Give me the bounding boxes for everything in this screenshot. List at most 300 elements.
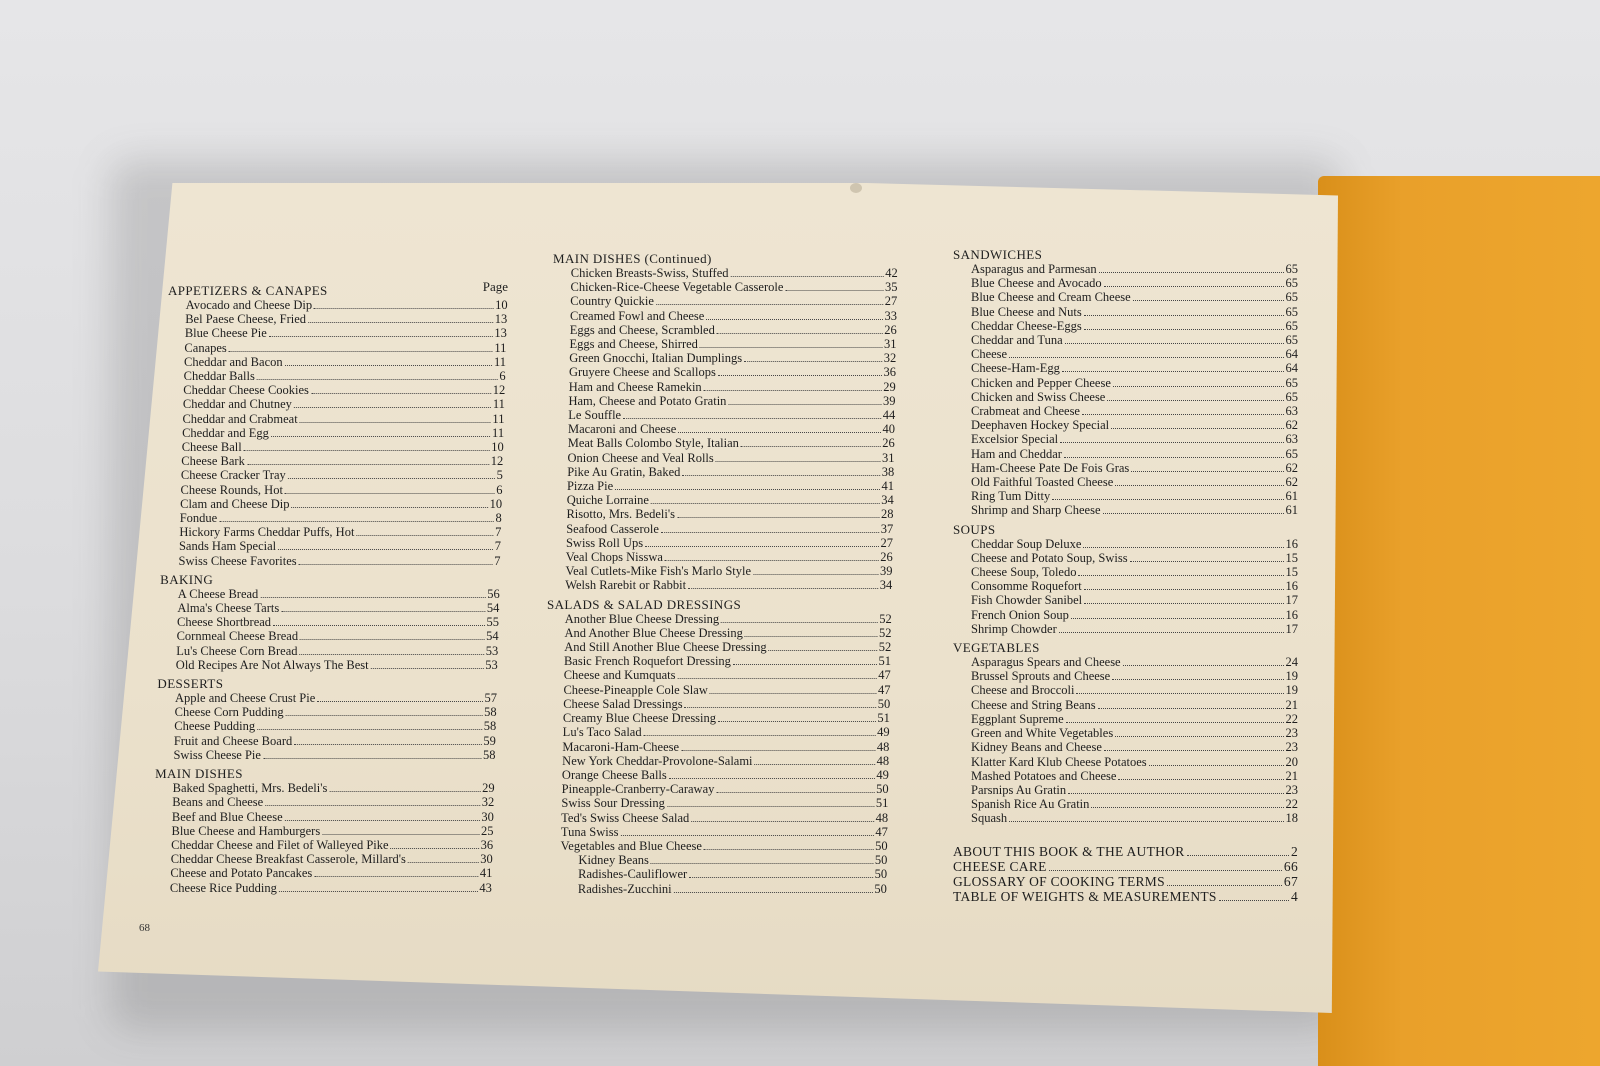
index-entry [544,754,889,768]
dot-leader [669,769,875,779]
entry-title: Cheddar Cheese and Filet of Walleyed Pike [171,837,389,852]
dot-leader [288,469,495,479]
entry-title: Creamy Blue Cheese Dressing [562,711,717,726]
dot-leader [1076,684,1283,694]
entry-title: Cheese Shortbread [176,615,272,630]
dot-leader [1065,334,1284,344]
entry-page: 34 [881,493,894,508]
entry-title: Eggs and Cheese, Shirred [569,337,698,352]
entry-title: Cheese Rice Pudding [169,880,277,895]
entry-page: 50 [874,867,888,882]
entry-page: 30 [480,852,493,867]
dot-leader [285,356,492,366]
index-entry [953,489,1298,503]
index-entry [164,440,504,454]
dot-leader [728,395,881,405]
entry-title: Spanish Rice Au Gratin [971,797,1090,812]
index-entry [163,468,503,482]
entry-page: 65 [1285,262,1298,276]
index-entry [164,412,504,426]
index-entry [953,361,1298,375]
index-entry [551,351,896,365]
entry-page: 21 [1285,697,1298,712]
entry-title: Cheese-Pineapple Cole Slaw [563,682,708,697]
entry-page: 39 [879,564,893,579]
entry-title: Cheddar and Tuna [971,333,1063,348]
index-entry [953,319,1298,333]
index-entry [546,640,891,654]
dot-leader [263,749,481,759]
dot-leader [1066,713,1284,723]
index-entry [542,867,887,881]
entry-title: Cheddar and Bacon [184,354,283,369]
dot-leader [620,826,873,836]
entry-title: Beans and Cheese [172,795,264,810]
index-entry [552,323,897,337]
dot-leader [260,588,485,598]
dot-leader [1084,580,1284,590]
section-title: DESSERTS [157,676,224,692]
dot-leader [279,882,478,892]
dot-leader [257,370,498,380]
entry-title: Swiss Sour Dressing [561,796,665,811]
dot-leader [391,839,479,849]
entry-page: 11 [493,354,507,369]
entry-page: 61 [1285,489,1298,504]
entry-title: Eggs and Cheese, Scrambled [569,322,715,337]
dot-leader [645,537,878,547]
entry-title: Chicken Breasts-Swiss, Stuffed [570,266,729,280]
dot-leader [278,540,493,550]
entry-title: Excelsior Special [971,432,1059,447]
dot-leader [1167,876,1282,886]
index-entry [549,493,894,507]
index-entry [551,365,896,379]
dot-leader [219,512,493,522]
dot-leader [745,627,877,637]
dot-leader [1098,699,1284,709]
entry-page: 17 [1285,593,1298,608]
entry-page: 5 [496,468,503,483]
entry-page: 61 [1285,503,1298,518]
dot-leader [733,655,877,665]
index-entry [153,852,493,866]
entry-page: 65 [1285,375,1298,390]
entry-page: 40 [882,422,895,437]
entry-title: Asparagus Spears and Cheese [971,655,1121,670]
dot-leader [257,720,482,730]
index-entry [953,376,1298,390]
entry-title: Ted's Swiss Cheese Salad [561,810,690,825]
entry-page: 50 [874,853,888,868]
entry-title: Shrimp Chowder [971,621,1057,636]
entry-title: Macaroni-Ham-Cheese [562,739,680,754]
entry-page: 17 [1285,621,1298,636]
dot-leader [785,281,883,291]
dot-leader [661,523,879,533]
index-entry [953,565,1298,579]
index-entry [545,725,890,739]
entry-title: Cheddar and Crabmeat [182,411,298,426]
dot-leader [1107,391,1283,401]
entry-page: 43 [479,880,492,895]
dot-leader [1219,891,1289,901]
entry-page: 65 [1285,446,1298,461]
entry-page: 65 [1285,333,1298,348]
dot-leader [329,782,480,792]
entry-page: 7 [495,525,502,540]
entry-title: Swiss Cheese Pie [173,747,261,762]
entry-page: 10 [491,440,504,455]
dot-leader [1083,538,1283,548]
entry-title: Ham and Cheese Ramekin [568,379,702,394]
entry-title: Swiss Cheese Favorites [178,553,297,568]
entry-title: Risotto, Mrs. Bedeli's [566,507,675,522]
index-entry [953,712,1298,726]
entry-title: Cheese-Ham-Egg [971,361,1060,376]
index-entry [953,755,1298,769]
entry-title: Veal Cutlets-Mike Fish's Marlo Style [565,564,752,579]
dot-leader [1104,741,1284,751]
section-title: VEGETABLES [953,640,1040,656]
index-entry [953,844,1298,859]
entry-title: Parsnips Au Gratin [971,782,1067,797]
index-entry [153,824,493,838]
dot-leader [755,755,875,765]
entry-title: Pike Au Gratin, Baked [567,464,681,479]
dot-leader [1115,476,1283,486]
entry-page: 62 [1285,475,1298,490]
entry-page: 64 [1285,347,1298,362]
dot-leader [1052,490,1283,500]
entry-page: 20 [1285,754,1298,769]
index-entry [953,608,1298,622]
dot-leader [1068,784,1283,794]
dot-leader [741,437,880,447]
index-entry [159,629,499,643]
dot-leader [1104,277,1284,287]
dot-leader [730,267,883,277]
index-entry [548,522,893,536]
dot-leader [1113,377,1284,387]
entry-page: 36 [883,365,896,380]
entry-page: 58 [483,719,497,734]
entry-title: Radishes-Cauliflower [578,867,688,882]
dot-leader [1187,846,1289,856]
entry-title: Clam and Cheese Dip [180,496,290,511]
index-entry [156,719,496,733]
entry-title: Eggplant Supreme [971,711,1064,726]
dot-leader [677,669,876,679]
entry-page: 62 [1285,460,1298,475]
entry-title: Veal Chops Nisswa [565,550,663,565]
index-column-3 [953,243,1298,904]
dot-leader [689,868,872,878]
entry-title: Seafood Casserole [566,521,659,536]
index-entry [549,465,894,479]
entry-title: Basic French Roquefort Dressing [563,654,731,669]
index-entry [158,658,498,672]
index-entry [162,497,502,511]
index-entry [953,551,1298,565]
index-entry [953,859,1298,874]
entry-title: Sands Ham Special [178,539,277,554]
entry-page: 48 [876,753,890,768]
index-entry [546,654,891,668]
dot-leader [1123,656,1284,666]
index-entry [546,668,891,682]
entry-title: Avocado and Cheese Dip [185,298,313,312]
entry-page: 23 [1285,782,1298,797]
entry-page: 7 [494,539,501,554]
entry-title: Chicken and Pepper Cheese [971,375,1111,390]
entry-page: 66 [1283,858,1298,874]
dot-leader [665,551,878,561]
entry-page: 15 [1285,565,1298,580]
entry-title: Blue Cheese and Avocado [971,276,1102,291]
index-entry [159,601,499,615]
index-entry [550,394,895,408]
entry-title: Cheese Bark [181,454,245,469]
index-entry [552,294,897,308]
entry-title: GLOSSARY OF COOKING TERMS [953,873,1165,889]
entry-title: New York Cheddar-Provolone-Salami [562,753,753,768]
entry-title: Cheese Cracker Tray [180,468,286,483]
dot-leader [271,427,490,437]
dot-leader [1059,623,1284,633]
index-entry [547,612,892,626]
entry-page: 27 [880,535,893,550]
dot-leader [371,659,484,669]
entry-page: 15 [1285,550,1298,565]
dot-leader [269,327,493,337]
entry-title: ABOUT THIS BOOK & THE AUTHOR [953,843,1185,859]
index-entry [547,578,892,592]
entry-title: Old Faithful Toasted Cheese [971,475,1114,490]
index-entry [155,781,495,795]
index-entry [953,305,1298,319]
index-entry [551,380,896,394]
entry-title: Consomme Roquefort [971,579,1082,594]
index-entry [953,874,1298,889]
entry-title: Old Recipes Are Not Always The Best [175,657,369,672]
index-entry [544,782,889,796]
dot-leader [717,324,882,334]
entry-title: Blue Cheese and Hamburgers [171,823,321,838]
entry-page: 55 [486,615,499,630]
entry-title: Beef and Blue Cheese [171,809,283,824]
index-entry [165,383,505,397]
entry-title: Cheese Soup, Toledo [971,565,1077,580]
index-entry [161,554,501,568]
entry-title: Pizza Pie [566,479,614,494]
dot-leader [753,565,878,575]
entry-page: 58 [484,705,497,720]
index-entry [543,811,888,825]
entry-title: Squash [971,811,1008,826]
entry-page: 51 [875,796,889,811]
index-entry [545,711,890,725]
entry-title: Cheddar Balls [183,369,255,384]
index-entry [543,839,888,853]
entry-title: Cheese Salad Dressings [563,696,683,711]
entry-page: 50 [876,782,889,797]
entry-title: Ham and Cheddar [971,446,1062,461]
entry-title: Canapes [184,340,227,355]
entry-page: 62 [1285,418,1298,433]
index-entry [953,537,1298,551]
section-title: SALADS & SALAD DRESSINGS [546,596,742,612]
dot-leader [300,630,484,640]
page-column-label: Page [482,279,508,294]
index-entry [544,768,889,782]
entry-page: 59 [483,733,496,748]
dot-leader [769,641,877,651]
index-entry [548,507,893,521]
entry-page: 26 [880,550,893,565]
index-entry [953,683,1298,697]
dot-leader [244,441,489,451]
index-entry [953,579,1298,593]
entry-page: 42 [885,266,898,280]
dot-leader [294,735,481,745]
dot-leader [300,645,484,655]
entry-page: 30 [481,809,494,824]
dot-leader [299,555,493,565]
entry-page: 65 [1285,318,1298,333]
index-entry [953,593,1298,607]
dot-leader [1091,798,1283,808]
dot-leader [691,812,873,822]
entry-title: And Another Blue Cheese Dressing [564,625,743,640]
entry-page: 13 [494,326,507,341]
entry-page: 49 [876,767,889,782]
entry-title: Cheddar Cheese-Eggs [971,318,1082,333]
entry-title: Fish Chowder Sanibel [971,593,1083,608]
index-entry [953,503,1298,517]
entry-page: 37 [880,521,894,536]
index-entry [152,881,492,895]
index-entry [161,525,501,539]
dot-leader [265,796,480,806]
section-title: SANDWICHES [953,247,1043,262]
index-entry [953,404,1298,418]
dot-leader [651,494,879,504]
entry-title: Blue Cheese and Cream Cheese [971,290,1131,305]
entry-page: 50 [877,696,891,711]
entry-page: 54 [486,601,500,616]
entry-title: Fondue [179,511,218,526]
dot-leader [718,366,882,376]
entry-page: 48 [875,810,889,825]
dot-leader [285,484,494,494]
dot-leader [716,783,874,793]
entry-title: Green Gnocchi, Italian Dumplings [569,351,743,366]
dot-leader [1082,405,1284,415]
index-entry [550,422,895,436]
entry-page: 8 [495,511,502,526]
dot-leader [1060,433,1283,443]
entry-title: Cheddar and Egg [182,425,269,440]
entry-title: Crabmeat and Cheese [971,404,1080,419]
index-entry [154,810,494,824]
entry-page: 51 [877,711,890,726]
entry-title: Cheddar Cheese Cookies [183,383,309,398]
dot-leader [1133,291,1284,301]
dot-leader [1064,448,1284,458]
index-entry [546,626,891,640]
section-header-row [168,279,508,298]
entry-title: Apple and Cheese Crust Pie [175,691,316,706]
index-entry [161,539,501,553]
entry-title: Onion Cheese and Veal Rolls [567,450,714,465]
dot-leader [408,853,478,863]
entry-title: Cheddar Cheese Breakfast Casserole, Millard's [170,852,406,867]
dot-leader [674,883,873,893]
index-entry [163,483,503,497]
dot-leader [704,840,873,850]
index-entry [953,797,1298,811]
entry-page: 57 [484,691,498,706]
entry-title: TABLE OF WEIGHTS & MEASUREMENTS [953,888,1217,904]
entry-title: Kidney Beans and Cheese [971,740,1102,755]
dot-leader [681,741,875,751]
index-entry [953,447,1298,461]
entry-title: Cheddar and Chutney [182,397,292,412]
entry-page: 48 [876,739,890,754]
entry-page: 35 [884,280,898,295]
index-entry [953,740,1298,754]
index-entry [159,615,499,629]
index-entry [953,655,1298,669]
dot-leader [314,299,493,309]
index-column-2 [546,247,898,896]
index-entry [548,550,893,564]
entry-page: 47 [878,668,891,683]
book-cover-orange [1318,176,1600,1066]
entry-page: 32 [883,351,897,366]
entry-title: A Cheese Bread [177,586,259,601]
entry-title: Macaroni and Cheese [567,422,677,437]
index-entry [543,796,888,810]
entry-title: Creamed Fowl and Cheese [569,308,705,323]
index-entry [155,748,495,762]
entry-title: Blue Cheese Pie [184,326,267,341]
entry-page: 65 [1285,290,1298,305]
dot-leader [710,684,876,694]
entry-title: Cheese and String Beans [971,697,1096,712]
entry-title: Radishes-Zucchini [577,881,672,896]
section-title: APPETIZERS & CANAPES [168,283,328,298]
index-entry [953,475,1298,489]
entry-page: 33 [884,308,897,323]
entry-page: 31 [881,450,895,465]
entry-page: 47 [875,824,888,839]
entry-page: 53 [485,657,498,672]
entry-page: 11 [492,411,505,426]
entry-page: 31 [883,337,897,352]
dot-leader [1062,362,1284,372]
index-entry [153,838,493,852]
entry-title: Gruyere Cheese and Scallops [568,365,716,380]
entry-title: Cornmeal Cheese Bread [176,629,299,644]
section-title: MAIN DISHES (Continued) [553,251,712,266]
index-entry [166,355,506,369]
entry-title: Lu's Cheese Corn Bread [176,643,298,658]
page-number: 68 [139,922,150,934]
dot-leader [1115,727,1283,737]
dot-leader [294,398,491,408]
